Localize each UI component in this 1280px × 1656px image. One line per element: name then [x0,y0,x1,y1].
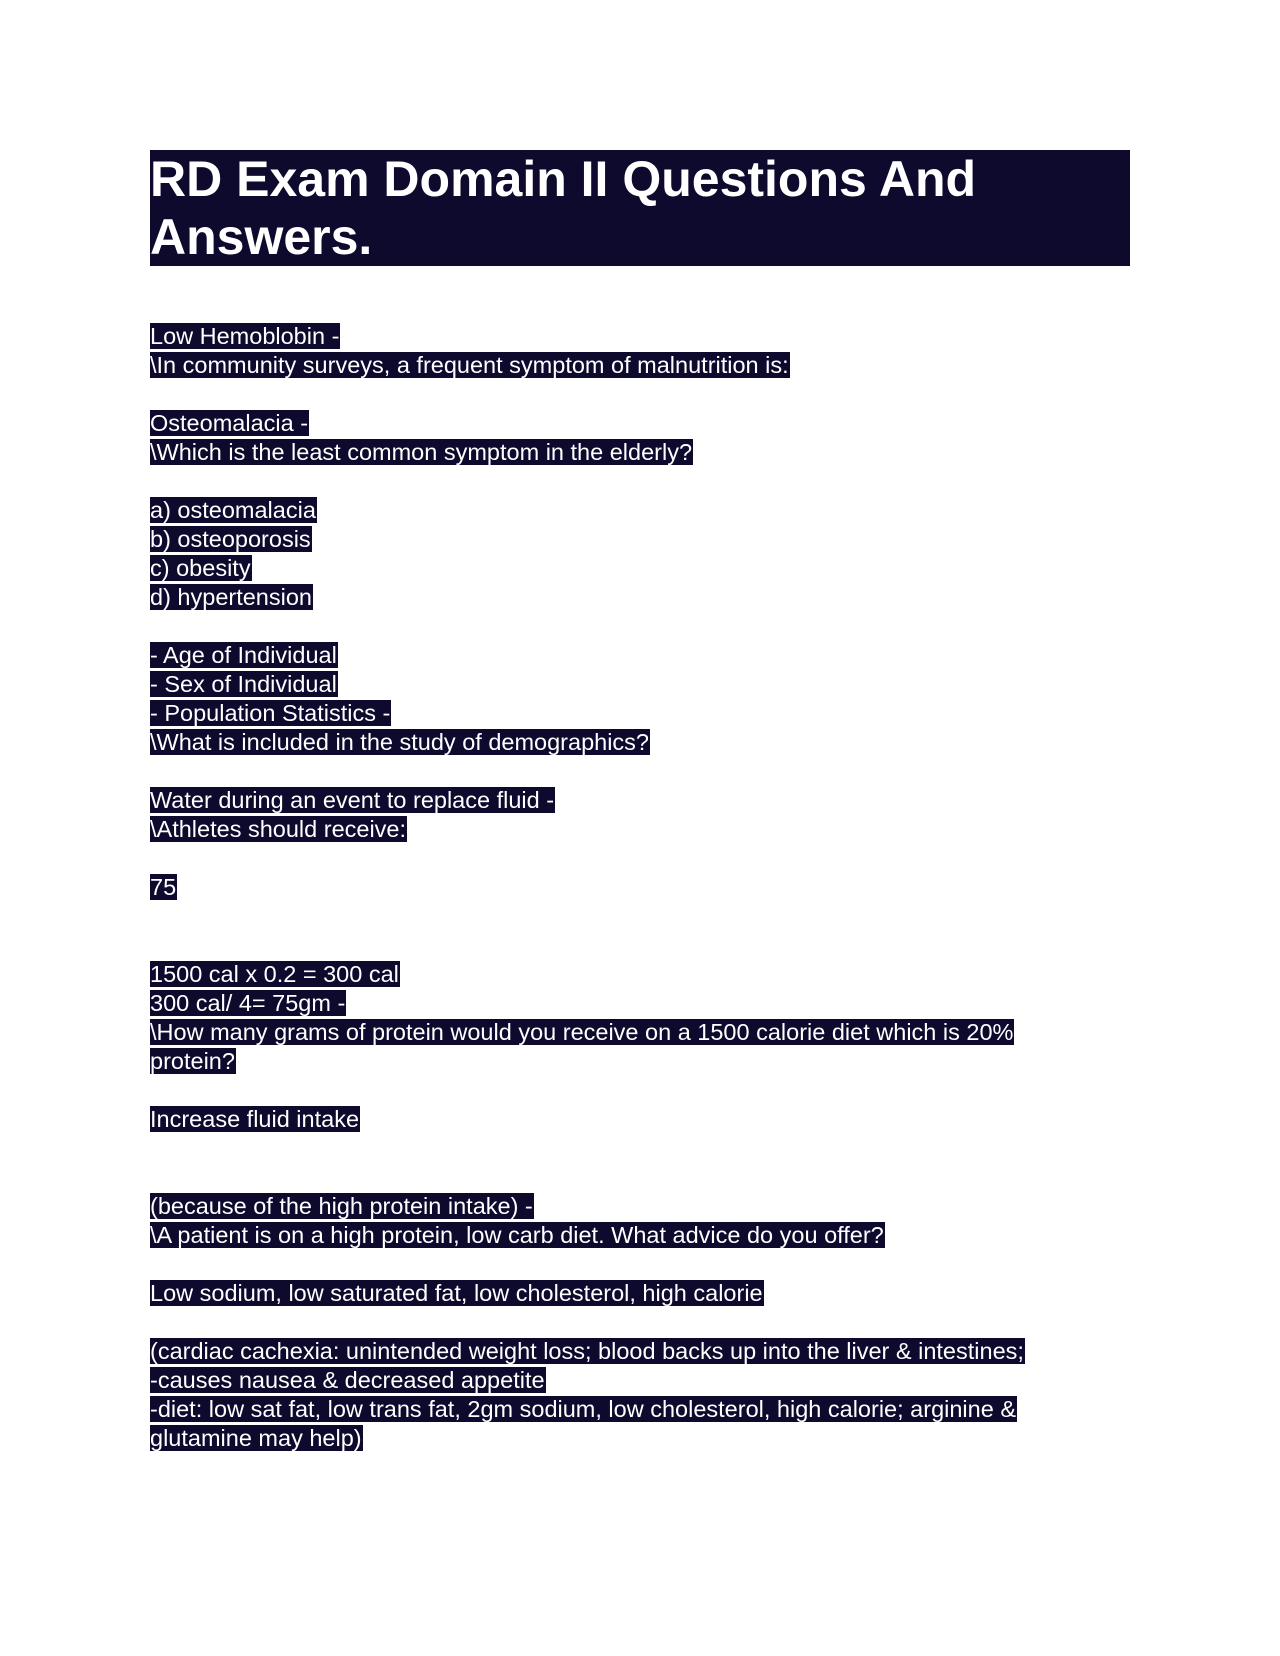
text-line: (because of the high protein intake) - [150,1193,533,1219]
text-line: 300 cal/ 4= 75gm - [150,990,346,1016]
document-page [150,150,1130,1453]
text-line: 75 [150,874,177,900]
text-line: (cardiac cachexia: unintended weight loss; blood backs up into the liver & intestines; [150,1338,1024,1364]
text-line: - Sex of Individual [150,671,337,697]
text-line: a) osteomalacia [150,497,316,523]
title-line-1: RD Exam Domain II Questions And [150,151,977,207]
text-line: -causes nausea & decreased appetite [150,1367,545,1393]
text-line: -diet: low sat fat, low trans fat, 2gm sodium, low cholesterol, high calorie; arginine & [150,1396,1016,1422]
text-line: Low sodium, low saturated fat, low cholesterol, high calorie [150,1280,763,1306]
text-line: b) osteoporosis [150,526,311,552]
text-line: \In community surveys, a frequent symptom of malnutrition is: [150,352,789,378]
text-line: Low Hemoblobin - [150,323,340,349]
text-line: \Athletes should receive: [150,816,407,842]
document-body [150,322,1130,1453]
document-title [150,150,1130,266]
title-line-2: Answers. [150,209,373,265]
text-line: 1500 cal x 0.2 = 300 cal [150,961,399,987]
text-line: d) hypertension [150,584,312,610]
text-line: - Population Statistics - [150,700,391,726]
text-line: - Age of Individual [150,642,337,668]
text-line: Water during an event to replace fluid - [150,787,555,813]
text-line: \How many grams of protein would you receive on a 1500 calorie diet which is 20% [150,1019,1014,1045]
text-line: \Which is the least common symptom in the elderly? [150,439,693,465]
text-line: \What is included in the study of demographics? [150,729,649,755]
text-line: Osteomalacia - [150,410,309,436]
text-line: c) obesity [150,555,251,581]
text-line: \A patient is on a high protein, low carb diet. What advice do you offer? [150,1222,884,1248]
text-line: Increase fluid intake [150,1106,360,1132]
text-line: glutamine may help) [150,1425,362,1451]
text-line: protein? [150,1048,235,1074]
